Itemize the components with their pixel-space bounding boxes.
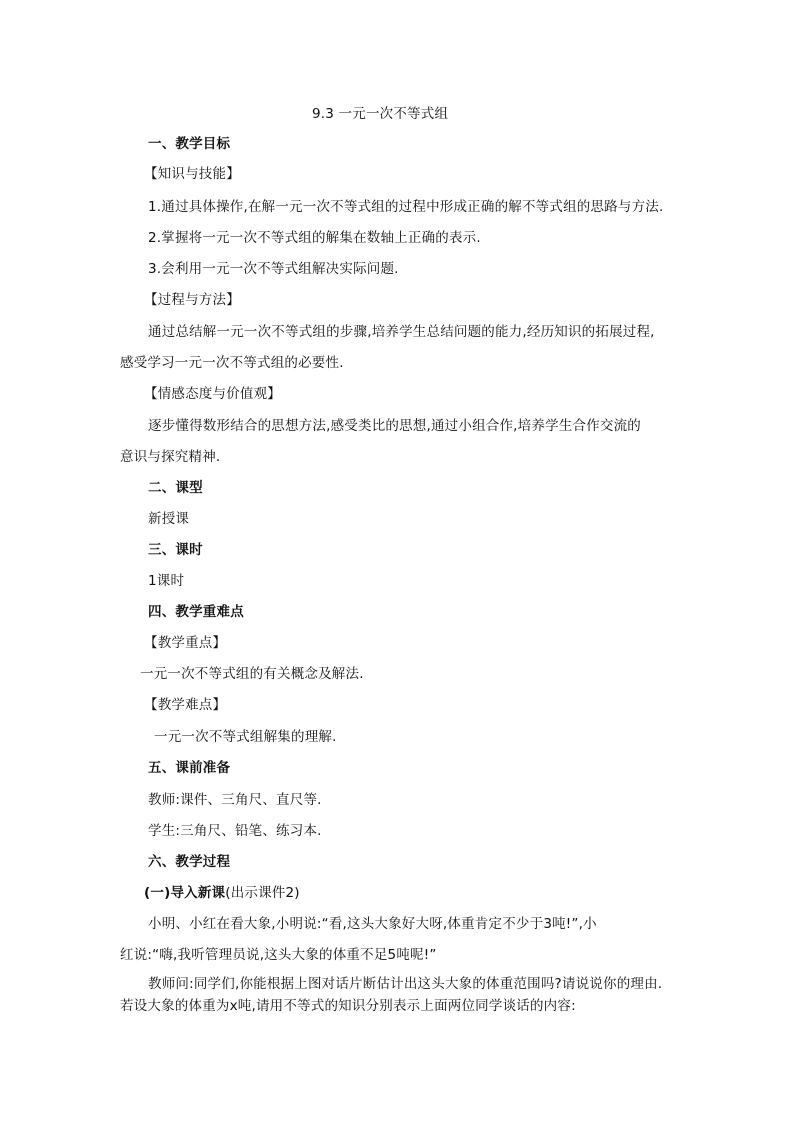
- page-title: 9.3 一元一次不等式组: [312, 106, 449, 122]
- section-heading-objectives: 一、教学目标: [148, 136, 231, 152]
- section-heading-lesson-type: 二、课型: [148, 480, 203, 496]
- preparation-student: 学生:三角尺、铅笔、练习本.: [148, 823, 322, 839]
- teacher-question-line1: 教师问:同学们,你能根据上图对话片断估计出这头大象的体重范围吗?请说说你的理由.: [148, 976, 663, 992]
- difficulty-text: 一元一次不等式组解集的理解.: [154, 729, 337, 745]
- section-heading-preparation: 五、课前准备: [148, 760, 231, 776]
- subheading-emotion: 【情感态度与价值观】: [144, 386, 281, 402]
- teacher-question-line2: 若设大象的体重为x吨,请用不等式的知识分别表示上面两位同学谈话的内容:: [120, 998, 576, 1014]
- subsection-intro-note: (出示课件2): [225, 885, 300, 901]
- paragraph-emotion-line2: 意识与探究精神.: [120, 449, 221, 465]
- subsection-intro: [144, 885, 300, 901]
- subheading-knowledge: 【知识与技能】: [144, 166, 240, 182]
- objective-item-3: 3.会利用一元一次不等式组解决实际问题.: [148, 261, 399, 277]
- subsection-intro-title: (一)导入新课: [144, 885, 226, 901]
- objective-item-2: 2.掌握将一元一次不等式组的解集在数轴上正确的表示.: [148, 230, 481, 246]
- subheading-key: 【教学重点】: [144, 635, 227, 651]
- section-heading-periods: 三、课时: [148, 542, 203, 558]
- paragraph-process-line2: 感受学习一元一次不等式组的必要性.: [120, 355, 344, 371]
- intro-paragraph-line1: 小明、小红在看大象,小明说:“看,这头大象好大呀,体重肯定不少于3吨!”,小: [148, 916, 597, 932]
- paragraph-emotion-line1: 逐步懂得数形结合的思想方法,感受类比的思想,通过小组合作,培养学生合作交流的: [148, 418, 641, 434]
- periods-value: 1课时: [148, 573, 185, 589]
- paragraph-process-line1: 通过总结解一元一次不等式组的步骤,培养学生总结问题的能力,经历知识的拓展过程,: [148, 324, 655, 340]
- subheading-difficulty: 【教学难点】: [144, 697, 227, 713]
- objective-item-1: 1.通过具体操作,在解一元一次不等式组的过程中形成正确的解不等式组的思路与方法.: [148, 199, 664, 215]
- subheading-process: 【过程与方法】: [144, 292, 240, 308]
- lesson-type-value: 新授课: [148, 511, 190, 527]
- section-heading-key-points: 四、教学重难点: [148, 604, 244, 620]
- key-point-text: 一元一次不等式组的有关概念及解法.: [140, 666, 364, 682]
- section-heading-process: 六、教学过程: [148, 854, 231, 870]
- intro-paragraph-line2: 红说:“嗨,我听管理员说,这头大象的体重不足5吨呢!”: [120, 947, 437, 963]
- preparation-teacher: 教师:课件、三角尺、直尺等.: [148, 792, 322, 808]
